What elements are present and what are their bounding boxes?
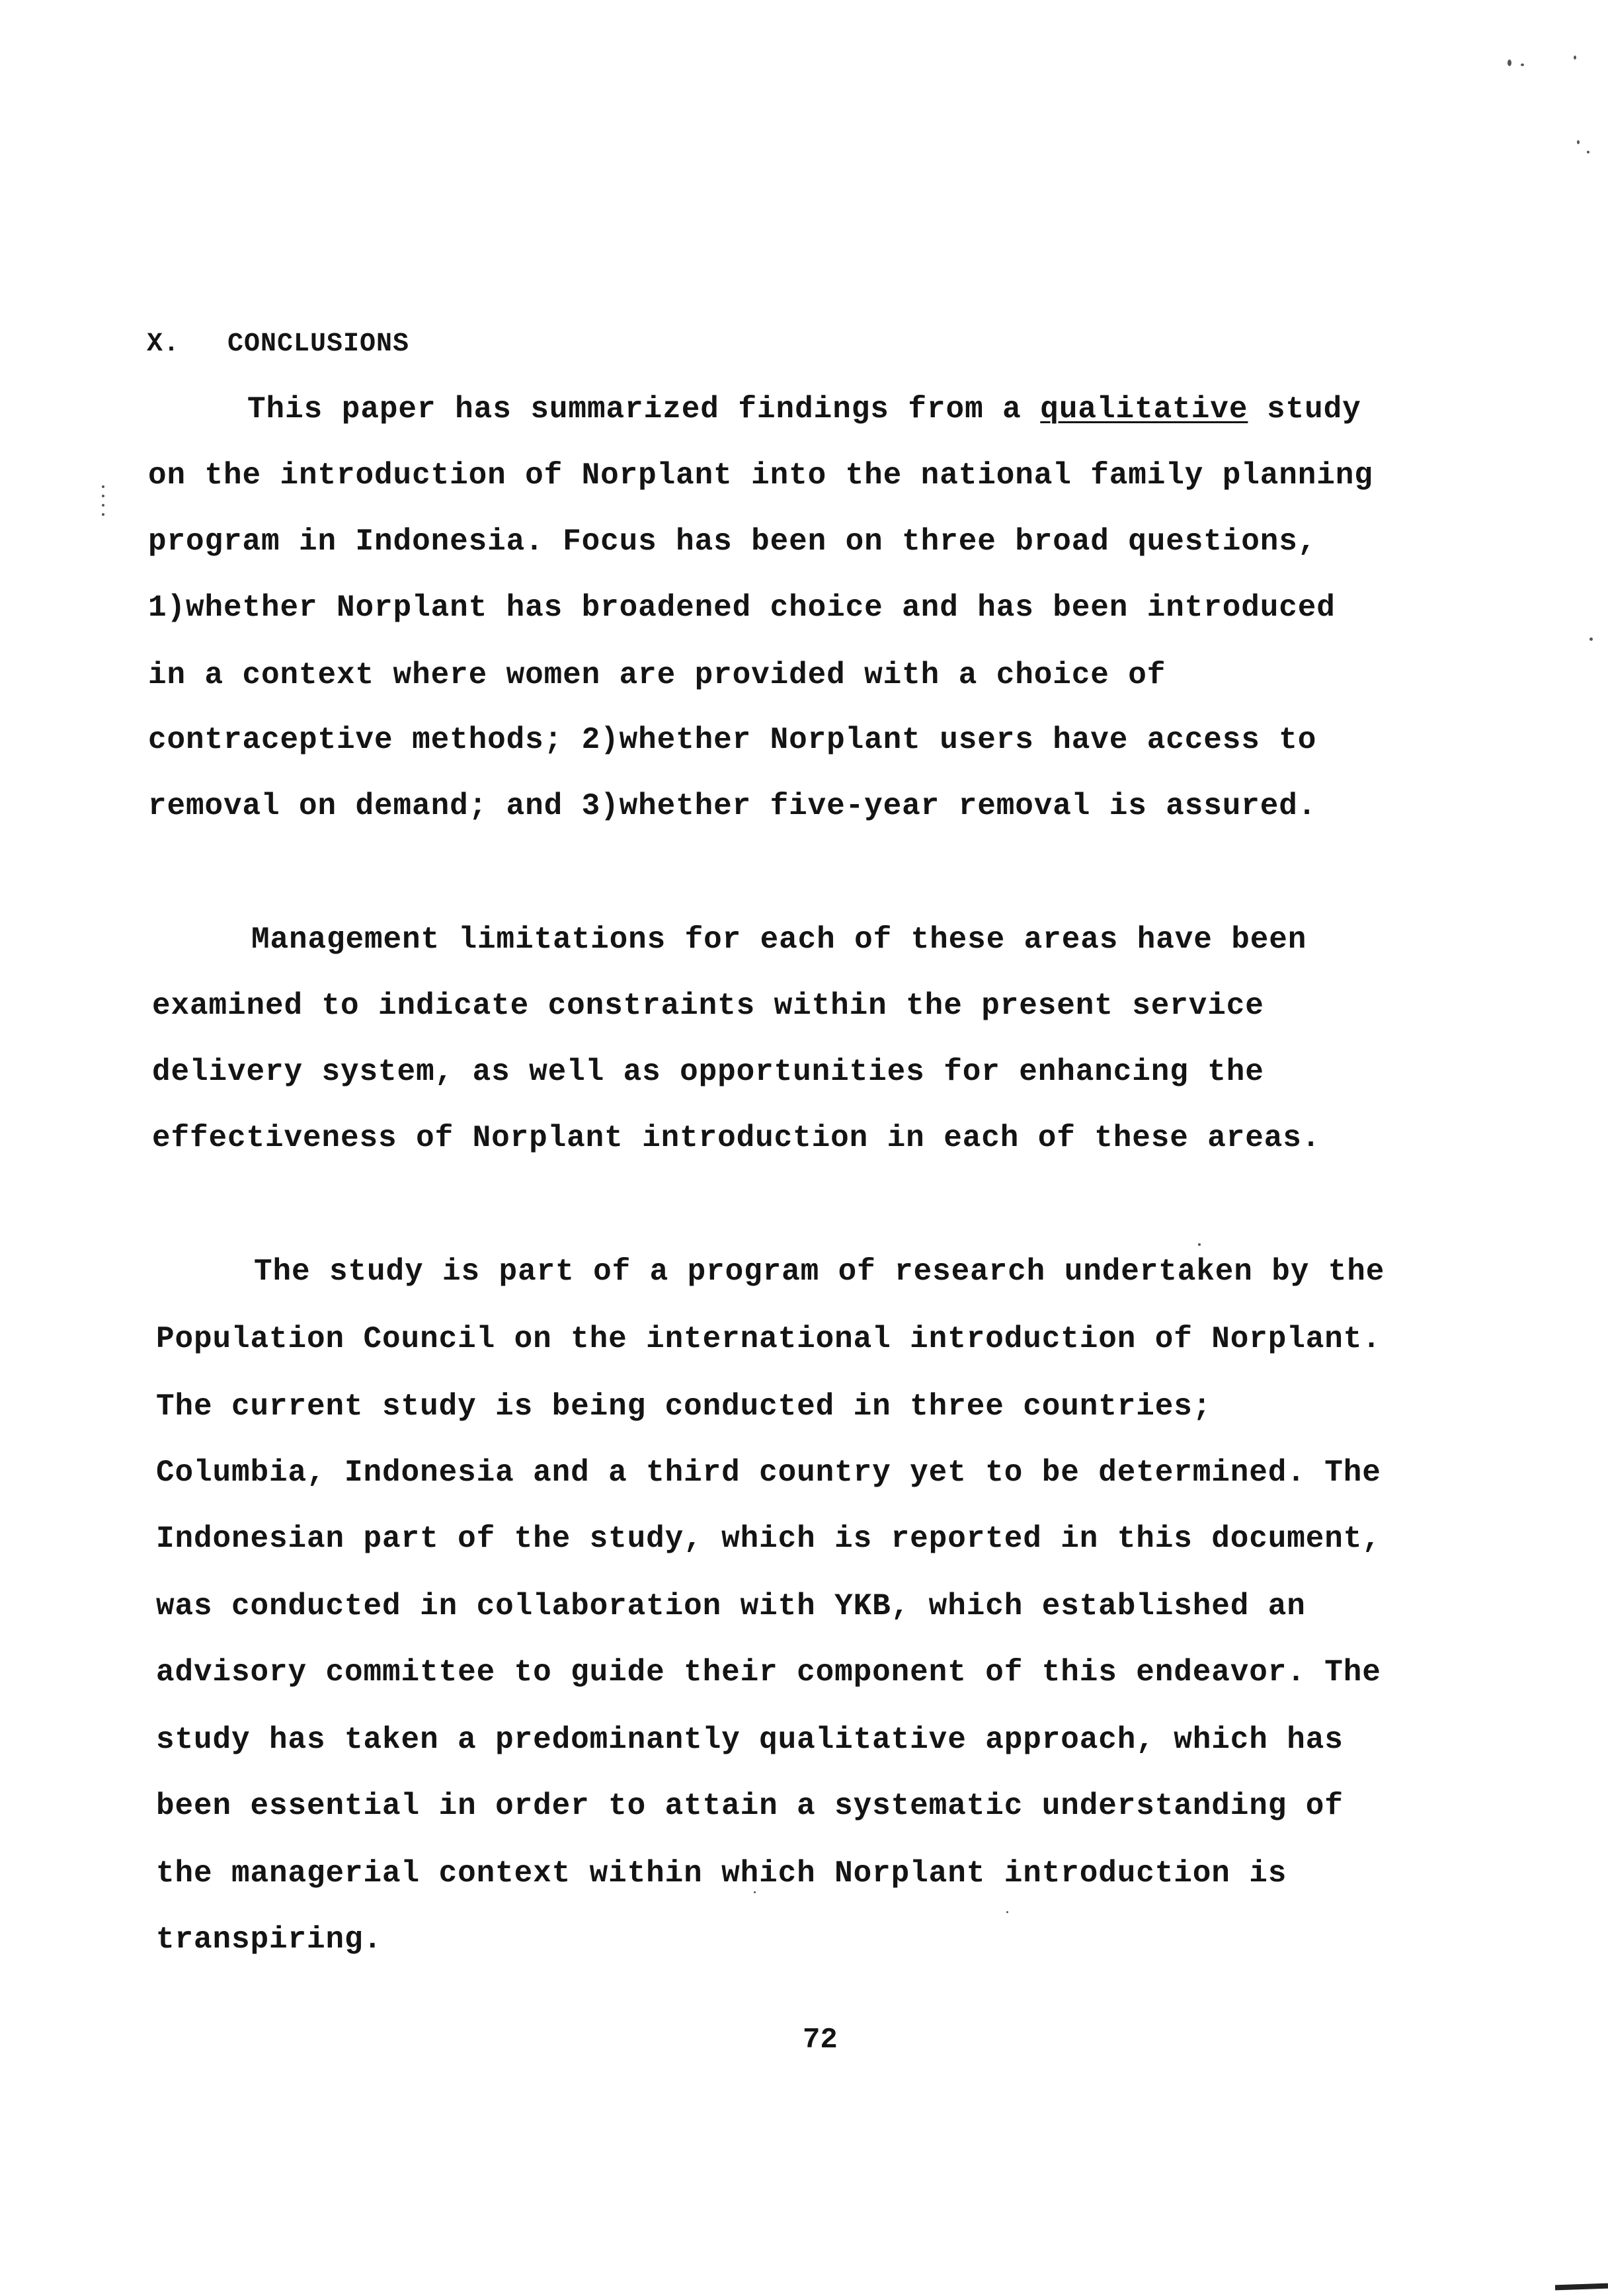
text-line: 1)whether Norplant has broadened choice and has been introduced: [148, 591, 1336, 625]
scan-edge-mark: [1555, 2283, 1608, 2291]
emphasized-word: qualitative: [1040, 392, 1248, 427]
text-line: Population Council on the international introduction of Norplant.: [156, 1322, 1381, 1356]
text-line: advisory committee to guide their component of this endeavor. The: [156, 1655, 1381, 1690]
section-heading: [147, 329, 409, 359]
scan-speck: [102, 513, 104, 516]
section-number: X.: [147, 329, 181, 359]
scan-speck: [1198, 1243, 1201, 1246]
scan-speck: [1006, 1911, 1008, 1913]
text-line: effectiveness of Norplant introduction in each of these areas.: [152, 1121, 1321, 1155]
text-line: Indonesian part of the study, which is reported in this document,: [156, 1522, 1381, 1556]
page-number: 72: [803, 2024, 838, 2057]
text-line: study has taken a predominantly qualitative approach, which has: [156, 1723, 1344, 1757]
scan-speck: [1587, 151, 1589, 153]
text-line: the managerial context within which Norplant introduction is: [156, 1856, 1287, 1891]
text-line: examined to indicate constraints within the present service: [152, 989, 1264, 1023]
scan-speck: [1521, 63, 1524, 66]
text-line: delivery system, as well as opportunities for enhancing the: [152, 1055, 1264, 1089]
text-line: Columbia, Indonesia and a third country yet to be determined. The: [156, 1456, 1381, 1490]
text-line: This paper has summarized findings from a qualitative study: [247, 392, 1361, 427]
text-line: been essential in order to attain a systematic understanding of: [156, 1789, 1344, 1823]
text-line: removal on demand; and 3)whether five-year removal is assured.: [148, 789, 1317, 823]
text-line: The study is part of a program of research undertaken by the: [254, 1254, 1385, 1289]
text-line: The current study is being conducted in three countries;: [156, 1389, 1212, 1424]
text-line: transpiring.: [156, 1922, 383, 1957]
scan-speck: [102, 485, 104, 488]
text-line: was conducted in collaboration with YKB, which established an: [156, 1589, 1306, 1623]
scan-speck: [1577, 140, 1580, 144]
text-line: contraceptive methods; 2)whether Norplant users have access to: [148, 723, 1317, 757]
section-title: CONCLUSIONS: [227, 329, 410, 359]
scan-speck: [754, 1891, 756, 1893]
text-line: program in Indonesia. Focus has been on three broad questions,: [148, 524, 1317, 559]
text-line: in a context where women are provided with a choice of: [148, 658, 1166, 692]
scan-speck: [102, 495, 104, 497]
scan-speck: [1574, 56, 1576, 60]
scan-speck: [102, 504, 104, 507]
text-line: Management limitations for each of these areas have been: [251, 922, 1307, 957]
scan-speck: [1508, 60, 1511, 66]
scan-speck: [1589, 637, 1593, 641]
text-line: on the introduction of Norplant into the national family planning: [148, 458, 1373, 493]
